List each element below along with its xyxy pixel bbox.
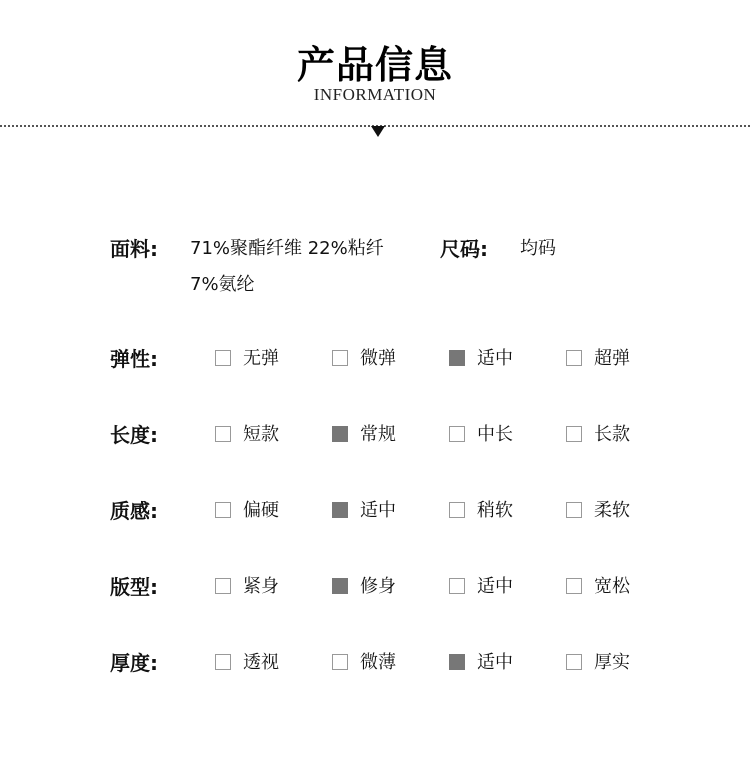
checkbox-unchecked xyxy=(566,578,582,594)
option-label: 中长 xyxy=(477,424,513,445)
option-label: 透视 xyxy=(243,652,279,673)
fabric-value-line2: 7%氨纶 xyxy=(190,274,255,295)
option-label: 长款 xyxy=(594,424,630,445)
option-label: 适中 xyxy=(477,576,513,597)
attribute-label: 版型: xyxy=(110,575,158,599)
option-label: 适中 xyxy=(360,500,396,521)
option-label: 常规 xyxy=(360,424,396,445)
checkbox-unchecked xyxy=(332,654,348,670)
option-label: 柔软 xyxy=(594,500,630,521)
checkbox-checked xyxy=(449,654,465,670)
checkbox-unchecked xyxy=(566,426,582,442)
checkbox-unchecked xyxy=(566,350,582,366)
option-label: 微薄 xyxy=(360,652,396,673)
checkbox-unchecked xyxy=(449,502,465,518)
checkbox-checked xyxy=(332,578,348,594)
attribute-label: 弹性: xyxy=(110,347,158,371)
option-label: 稍软 xyxy=(477,500,513,521)
page-title: 产品信息 xyxy=(296,43,453,87)
checkbox-unchecked xyxy=(215,426,231,442)
option-label: 修身 xyxy=(360,576,396,597)
option-label: 无弹 xyxy=(243,348,279,369)
checkbox-unchecked xyxy=(566,502,582,518)
option-label: 适中 xyxy=(477,652,513,673)
option-label: 微弹 xyxy=(360,348,396,369)
checkbox-checked xyxy=(332,502,348,518)
page-subtitle: INFORMATION xyxy=(313,85,437,104)
checkbox-unchecked xyxy=(332,350,348,366)
checkbox-unchecked xyxy=(449,426,465,442)
down-triangle-icon xyxy=(371,126,385,137)
attribute-label: 质感: xyxy=(110,499,158,523)
checkbox-unchecked xyxy=(449,578,465,594)
checkbox-unchecked xyxy=(215,350,231,366)
checkbox-unchecked xyxy=(215,502,231,518)
option-label: 偏硬 xyxy=(243,500,279,521)
size-value: 均码 xyxy=(520,238,556,259)
size-label: 尺码: xyxy=(440,237,488,261)
checkbox-checked xyxy=(332,426,348,442)
checkbox-unchecked xyxy=(566,654,582,670)
checkbox-unchecked xyxy=(215,578,231,594)
option-label: 短款 xyxy=(243,424,279,445)
option-label: 紧身 xyxy=(243,576,279,597)
attribute-label: 厚度: xyxy=(110,651,158,675)
fabric-value-line1: 71%聚酯纤维 22%粘纤 xyxy=(190,238,384,259)
attribute-label: 长度: xyxy=(110,423,158,447)
checkbox-unchecked xyxy=(215,654,231,670)
option-label: 适中 xyxy=(477,348,513,369)
fabric-label: 面料: xyxy=(110,237,158,261)
option-label: 厚实 xyxy=(594,652,630,673)
option-label: 超弹 xyxy=(594,348,630,369)
checkbox-checked xyxy=(449,350,465,366)
option-label: 宽松 xyxy=(594,576,630,597)
